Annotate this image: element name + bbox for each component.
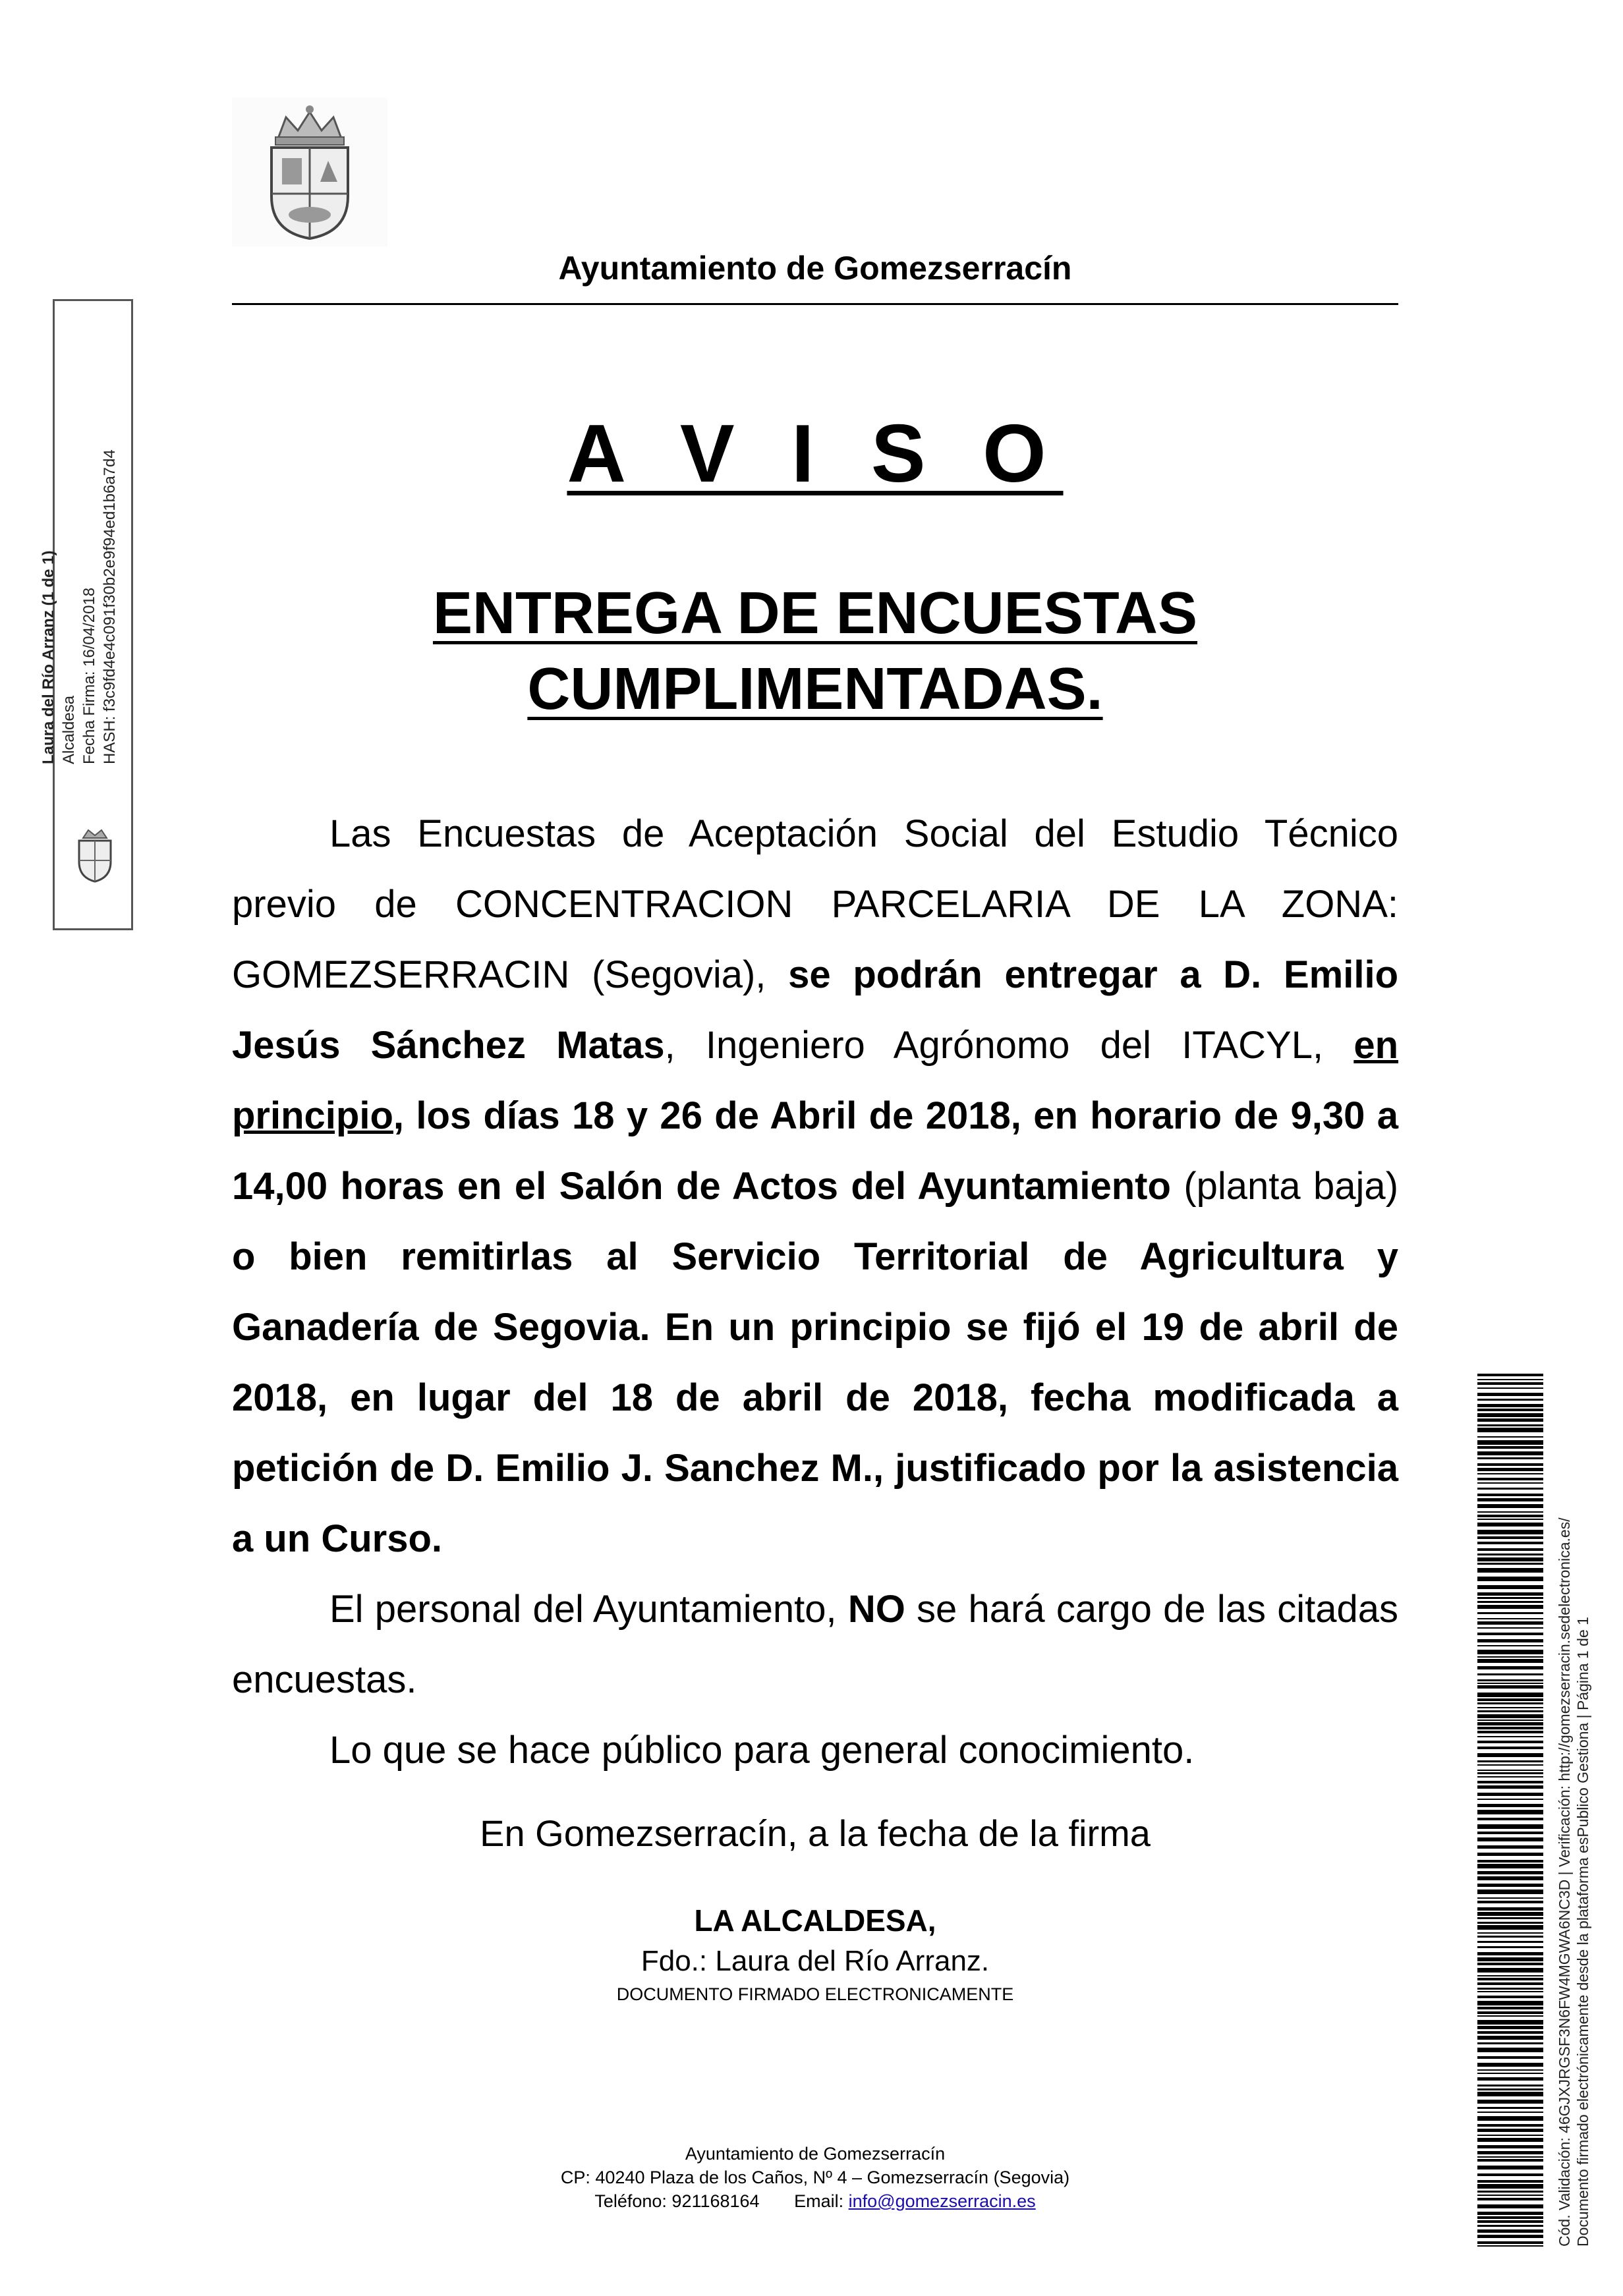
barcode-bar bbox=[1477, 2235, 1543, 2238]
barcode-bar bbox=[1477, 1860, 1543, 1862]
barcode-bar bbox=[1477, 1568, 1543, 1573]
barcode-bar bbox=[1477, 1764, 1543, 1766]
barcode-bar bbox=[1477, 1428, 1543, 1432]
barcode-bar bbox=[1477, 1936, 1543, 1938]
barcode-bar bbox=[1477, 1618, 1543, 1619]
barcode-bar bbox=[1477, 2124, 1543, 2127]
barcode-bar bbox=[1477, 2173, 1543, 2176]
barcode-bar bbox=[1477, 2077, 1543, 2081]
barcode-bar bbox=[1477, 1917, 1543, 1919]
notice-title-text: A V I S O bbox=[567, 408, 1064, 499]
barcode-bar bbox=[1477, 1605, 1543, 1609]
barcode-bar bbox=[1477, 2056, 1543, 2059]
barcode-bar bbox=[1477, 1952, 1543, 1955]
barcode-bar bbox=[1477, 1679, 1543, 1681]
barcode-bar bbox=[1477, 1864, 1543, 1868]
barcode-bar bbox=[1477, 1530, 1543, 1534]
barcode-bar bbox=[1477, 2020, 1543, 2025]
barcode-bar bbox=[1477, 1488, 1543, 1490]
barcode-bar bbox=[1477, 1451, 1543, 1455]
barcode-bar bbox=[1477, 1772, 1543, 1774]
barcode-bar bbox=[1477, 2184, 1543, 2189]
barcode-bar bbox=[1477, 1876, 1543, 1880]
barcode-bar bbox=[1477, 2085, 1543, 2086]
barcode-bar bbox=[1477, 1523, 1543, 1526]
barcode-bar bbox=[1477, 1393, 1543, 1396]
barcode-bar bbox=[1477, 1736, 1543, 1737]
barcode-bar bbox=[1477, 2007, 1543, 2009]
barcode-bar bbox=[1477, 2129, 1543, 2132]
barcode-bar bbox=[1477, 1978, 1543, 1980]
barcode-bar bbox=[1477, 1468, 1543, 1471]
body-paragraph-2 bbox=[232, 1574, 1398, 1715]
barcode-bar bbox=[1477, 2042, 1543, 2044]
signature-hash: HASH: f3c9fd4e4c091f30b2e9f94ed1b6a7d4 bbox=[101, 449, 119, 764]
barcode-bar bbox=[1477, 1897, 1543, 1899]
barcode-bar bbox=[1477, 1446, 1543, 1449]
barcode-bar bbox=[1477, 1577, 1543, 1581]
barcode-bar bbox=[1477, 2011, 1543, 2014]
barcode-bar bbox=[1477, 1498, 1543, 1501]
barcode-bar bbox=[1477, 1374, 1543, 1376]
barcode-bar bbox=[1477, 1845, 1543, 1849]
barcode-bar bbox=[1477, 1515, 1543, 1517]
barcode-bar bbox=[1477, 2229, 1543, 2233]
barcode-bar bbox=[1477, 2220, 1543, 2223]
barcode-bar bbox=[1477, 1799, 1543, 1800]
barcode-bar bbox=[1477, 1685, 1543, 1689]
barcode-bar bbox=[1477, 1404, 1543, 1407]
barcode-bar bbox=[1477, 1776, 1543, 1778]
barcode-bar bbox=[1477, 2073, 1543, 2074]
barcode-bar bbox=[1477, 2216, 1543, 2219]
barcode-bar bbox=[1477, 1785, 1543, 1789]
barcode-bar bbox=[1477, 2180, 1543, 2183]
barcode-bar bbox=[1477, 2048, 1543, 2052]
body-paragraph-3: Lo que se hace público para general conocimiento. bbox=[329, 1729, 1195, 1772]
barcode-bar bbox=[1477, 1519, 1543, 1520]
barcode-bar bbox=[1477, 1554, 1543, 1555]
barcode-bar bbox=[1477, 2063, 1543, 2067]
barcode-bar bbox=[1477, 2088, 1543, 2090]
footer-email-link[interactable]: info@gomezserracin.es bbox=[848, 2191, 1036, 2211]
barcode-bar bbox=[1477, 1912, 1543, 1916]
barcode-bar bbox=[1477, 1702, 1543, 1704]
barcode-bar bbox=[1477, 1399, 1543, 1401]
small-crest-icon bbox=[63, 824, 127, 887]
validation-platform-line: Documento firmado electrónicamente desde la plataforma esPublico Gestiona | Página 1 de 1 bbox=[1574, 1617, 1591, 2247]
subtitle-text-1: ENTREGA DE ENCUESTAS bbox=[432, 580, 1198, 646]
barcode-bar bbox=[1477, 2204, 1543, 2208]
notice-subtitle-line1 bbox=[232, 580, 1398, 648]
barcode-bar bbox=[1477, 1536, 1543, 1539]
barcode-bar bbox=[1477, 1650, 1543, 1654]
barcode-bar bbox=[1477, 1731, 1543, 1733]
barcode-bar bbox=[1477, 2001, 1543, 2005]
barcode-bar bbox=[1477, 1853, 1543, 1856]
footer-address: CP: 40240 Plaza de los Caños, Nº 4 – Gomezserracín (Segovia) bbox=[560, 2168, 1070, 2187]
barcode-bar bbox=[1477, 2100, 1543, 2104]
barcode-bar bbox=[1477, 1941, 1543, 1943]
barcode-bar bbox=[1477, 1511, 1543, 1513]
barcode-bar bbox=[1477, 1747, 1543, 1749]
barcode-bar bbox=[1477, 1557, 1543, 1561]
barcode-bar bbox=[1477, 2138, 1543, 2142]
barcode-bar bbox=[1477, 2166, 1543, 2170]
barcode-bar bbox=[1477, 2191, 1543, 2193]
barcode-bar bbox=[1477, 1957, 1543, 1961]
barcode-bar bbox=[1477, 1837, 1543, 1841]
barcode-bar bbox=[1477, 1946, 1543, 1948]
barcode-bar bbox=[1477, 2092, 1543, 2096]
p1-text-f: (planta baja) bbox=[1170, 1165, 1399, 1208]
barcode-bar bbox=[1477, 1793, 1543, 1796]
signer-role: Alcaldesa bbox=[60, 695, 78, 764]
barcode-bar bbox=[1477, 1418, 1543, 1422]
barcode-bar bbox=[1477, 1770, 1543, 1771]
validation-text bbox=[1555, 1324, 1608, 2247]
signer-full-name: Fdo.: Laura del Río Arranz. bbox=[641, 1945, 990, 1977]
barcode-bar bbox=[1477, 2151, 1543, 2154]
barcode-bar bbox=[1477, 1473, 1543, 1474]
barcode-bar bbox=[1477, 1563, 1543, 1565]
barcode-bar bbox=[1477, 2159, 1543, 2162]
barcode-bar bbox=[1477, 1683, 1543, 1684]
barcode-bar bbox=[1477, 1387, 1543, 1389]
barcode-bar bbox=[1477, 1884, 1543, 1887]
p1-text-a: Las Encuestas de Aceptación Social del Estudio Técnico previo de CONCENTRACION PARCELARIA DE LA ZONA: GOMEZSERRACIN (Segovia), bbox=[232, 812, 1398, 996]
barcode-bar bbox=[1477, 2015, 1543, 2017]
p1-text-g: o bien remitirlas al Servicio Territorial de Agricultura y Ganadería de Segovia. En un principio se fijó el 19 de abril de 2018, en lugar del 18 de abril de 2018, fecha modificada a petición de D. Emilio J. Sanchez M., justificado por la asistencia a un Curso. bbox=[232, 1235, 1398, 1560]
footer-email-label: Email: bbox=[794, 2191, 849, 2211]
barcode-bar bbox=[1477, 1824, 1543, 1829]
barcode-bar bbox=[1477, 1440, 1543, 1445]
barcode-bar bbox=[1477, 1922, 1543, 1924]
barcode-bar bbox=[1477, 1932, 1543, 1934]
barcode-bar bbox=[1477, 1633, 1543, 1635]
barcode-bar bbox=[1477, 1382, 1543, 1385]
barcode-bar bbox=[1477, 1781, 1543, 1783]
barcode-bar bbox=[1477, 1714, 1543, 1718]
barcode-bar bbox=[1477, 1925, 1543, 1930]
barcode-bar bbox=[1477, 1988, 1543, 1990]
barcode-bar bbox=[1477, 1645, 1543, 1646]
barcode-bar bbox=[1477, 1379, 1543, 1380]
barcode-bar bbox=[1477, 1457, 1543, 1459]
barcode-bar bbox=[1477, 1627, 1543, 1629]
barcode-bar bbox=[1477, 1478, 1543, 1480]
barcode-bar bbox=[1477, 1673, 1543, 1675]
barcode-bar bbox=[1477, 2036, 1543, 2040]
barcode-bar bbox=[1477, 1982, 1543, 1985]
barcode-bar bbox=[1477, 1991, 1543, 1992]
signer-title: LA ALCALDESA, bbox=[694, 1903, 936, 1938]
barcode-bar bbox=[1477, 1494, 1543, 1496]
barcode-bar bbox=[1477, 2069, 1543, 2071]
barcode-bar bbox=[1477, 1710, 1543, 1712]
validation-barcode bbox=[1477, 1374, 1543, 2247]
barcode-bar bbox=[1477, 2195, 1543, 2196]
barcode-bar bbox=[1477, 1601, 1543, 1603]
barcode-bar bbox=[1477, 1804, 1543, 1807]
header-divider bbox=[232, 303, 1398, 305]
barcode-bar bbox=[1477, 2107, 1543, 2109]
signature-date: Fecha Firma: 16/04/2018 bbox=[80, 587, 98, 764]
barcode-bar bbox=[1477, 1741, 1543, 1743]
barcode-bar bbox=[1477, 1968, 1543, 1973]
barcode-bar bbox=[1477, 1597, 1543, 1599]
notice-title bbox=[232, 407, 1398, 501]
barcode-bar bbox=[1477, 1901, 1543, 1903]
barcode-bar bbox=[1477, 1996, 1543, 1998]
barcode-bar bbox=[1477, 1727, 1543, 1729]
barcode-bar bbox=[1477, 2145, 1543, 2148]
footer-phone: Teléfono: 921168164 bbox=[594, 2191, 760, 2211]
barcode-bar bbox=[1477, 2135, 1543, 2136]
header-title: Ayuntamiento de Gomezserracín bbox=[558, 250, 1072, 287]
body-paragraph-1 bbox=[232, 798, 1398, 1574]
barcode-bar bbox=[1477, 1639, 1543, 1642]
place-date-line: En Gomezserracín, a la fecha de la firma bbox=[480, 1812, 1151, 1854]
barcode-bar bbox=[1477, 2198, 1543, 2200]
barcode-bar bbox=[1477, 1409, 1543, 1411]
barcode-bar bbox=[1477, 2112, 1543, 2113]
p1-text-b: se podrán entregar a D. Emilio Jesús Sánchez Matas bbox=[232, 953, 1398, 1067]
barcode-bar bbox=[1477, 1890, 1543, 1894]
barcode-bar bbox=[1477, 1707, 1543, 1708]
barcode-bar bbox=[1477, 2156, 1543, 2158]
barcode-bar bbox=[1477, 1612, 1543, 1614]
barcode-bar bbox=[1477, 1548, 1543, 1551]
barcode-bar bbox=[1477, 2241, 1543, 2244]
p2-text-b: NO bbox=[847, 1588, 905, 1631]
barcode-bar bbox=[1477, 1693, 1543, 1697]
barcode-bar bbox=[1477, 2116, 1543, 2121]
p2-text-c: se hará cargo de las citadas encuestas. bbox=[232, 1588, 1398, 1701]
barcode-bar bbox=[1477, 1542, 1543, 1544]
barcode-bar bbox=[1477, 1760, 1543, 1762]
barcode-bar bbox=[1477, 1463, 1543, 1466]
municipal-crest-logo bbox=[232, 98, 387, 246]
barcode-bar bbox=[1477, 1832, 1543, 1834]
footer-org: Ayuntamiento de Gomezserracín bbox=[685, 2144, 946, 2164]
barcode-bar bbox=[1477, 1907, 1543, 1911]
barcode-bar bbox=[1477, 1504, 1543, 1508]
barcode-bar bbox=[1477, 1436, 1543, 1438]
signature-stamp-text bbox=[38, 422, 170, 764]
footer-contact bbox=[232, 2191, 1398, 2212]
barcode-bar bbox=[1477, 1810, 1543, 1814]
barcode-bar bbox=[1477, 2031, 1543, 2034]
barcode-bar bbox=[1477, 2245, 1543, 2247]
barcode-bar bbox=[1477, 1818, 1543, 1820]
barcode-bar bbox=[1477, 1621, 1543, 1625]
barcode-bar bbox=[1477, 1698, 1543, 1701]
notice-subtitle-line2 bbox=[232, 656, 1398, 723]
barcode-bar bbox=[1477, 1753, 1543, 1757]
barcode-bar bbox=[1477, 1413, 1543, 1417]
p1-text-d: en principio bbox=[232, 1024, 1398, 1137]
barcode-bar bbox=[1477, 1871, 1543, 1874]
barcode-bar bbox=[1477, 1963, 1543, 1965]
barcode-bar bbox=[1477, 1585, 1543, 1589]
signed-electronically-note: DOCUMENTO FIRMADO ELECTRONICAMENTE bbox=[616, 1984, 1014, 2004]
barcode-bar bbox=[1477, 2225, 1543, 2227]
barcode-bar bbox=[1477, 1720, 1543, 1721]
barcode-bar bbox=[1477, 1659, 1543, 1663]
barcode-bar bbox=[1477, 2212, 1543, 2215]
barcode-bar bbox=[1477, 1656, 1543, 1658]
p1-text-c: , Ingeniero Agrónomo del ITACYL, bbox=[664, 1024, 1354, 1067]
signer-name: Laura del Río Arranz (1 de 1) bbox=[40, 550, 57, 764]
validation-code-line: Cód. Validación: 46GJXJRGSF3N6FW4MGWA6NC3D | Verificación: http://gomezserracin.sedelectronica.es/ bbox=[1556, 1517, 1573, 2247]
p1-text-e: , los días 18 y 26 de Abril de 2018, en horario de 9,30 a 14,00 horas en el Salón de Actos del Ayuntamiento bbox=[232, 1094, 1398, 1208]
barcode-bar bbox=[1477, 1482, 1543, 1484]
barcode-bar bbox=[1477, 2026, 1543, 2029]
barcode-bar bbox=[1477, 1722, 1543, 1725]
p2-text-a: El personal del Ayuntamiento, bbox=[329, 1588, 848, 1631]
barcode-bar bbox=[1477, 1424, 1543, 1426]
barcode-bar bbox=[1477, 1592, 1543, 1596]
notice-body bbox=[232, 798, 1398, 1785]
subtitle-text-2: CUMPLIMENTADAS. bbox=[527, 656, 1103, 722]
barcode-bar bbox=[1477, 1975, 1543, 1976]
barcode-bar bbox=[1477, 1666, 1543, 1669]
